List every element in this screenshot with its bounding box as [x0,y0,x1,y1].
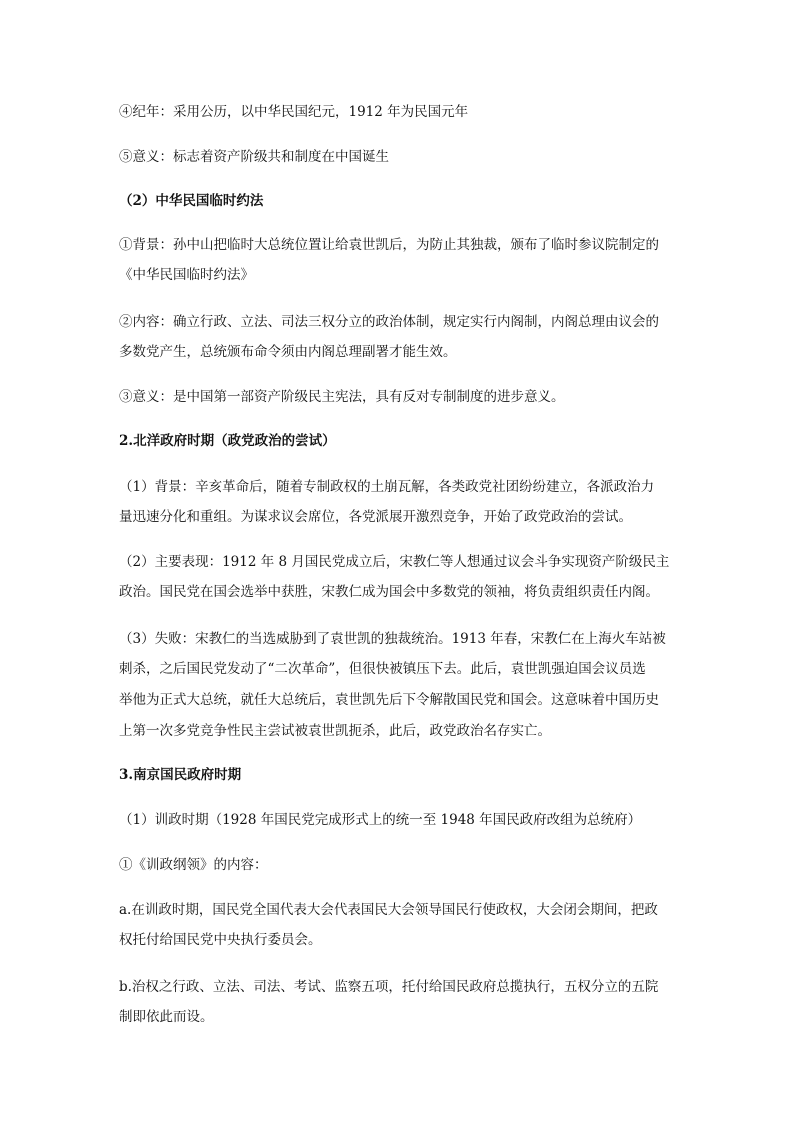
paragraph-line: ①《训政纲领》的内容： [119,857,268,873]
paragraph-line: 政治。国民党在国会选举中获胜，宋教仁成为国会中多数党的领袖，将负责组织责任内阁。 [119,584,659,600]
paragraph-line: b.治权之行政、立法、司法、考试、监察五项，托付给国民政府总揽执行，五权分立的五院 [119,979,659,995]
paragraph-line: 上第一次多党竞争性民主尝试被袁世凯扼杀，此后，政党政治名存实亡。 [119,723,551,739]
paragraph-line: （1）训政时期（1928 年国民党完成形式上的统一至 1948 年国民政府改组为总统府） [119,812,642,828]
paragraph-line: 多数党产生，总统颁布命令须由内阁总理副署才能生效。 [119,344,457,360]
section-heading: 3.南京国民政府时期 [119,767,242,783]
paragraph-line: 举他为正式大总统，就任大总统后，袁世凯先后下令解散国民党和国会。这意味着中国历史 [119,692,659,708]
paragraph-line: 刺杀，之后国民党发动了“二次革命”，但很快被镇压下去。此后，袁世凯强迫国会议员选 [119,661,646,677]
paragraph-line: 量迅速分化和重组。为谋求议会席位，各党派展开激烈竞争，开始了政党政治的尝试。 [119,509,632,525]
paragraph-line: ②内容：确立行政、立法、司法三权分立的政治体制，规定实行内阁制，内阁总理由议会的 [119,314,659,330]
paragraph-line: （1）背景：辛亥革命后，随着专制政权的土崩瓦解，各类政党社团纷纷建立，各派政治力 [119,479,655,495]
paragraph-line: ③意义：是中国第一部资产阶级民主宪法，具有反对专制制度的进步意义。 [119,389,565,405]
paragraph-line: 《中华民国临时约法》 [119,267,254,283]
paragraph-line: ⑤意义：标志着资产阶级共和制度在中国诞生 [119,149,389,165]
paragraph-line: （2）主要表现：1912 年 8 月国民党成立后，宋教仁等人想通过议会斗争实现资产阶级民主 [119,554,670,570]
section-heading: 2.北洋政府时期（政党政治的尝试） [119,433,336,449]
section-heading: （2）中华民国临时约法 [119,193,264,209]
paragraph-line: （3）失败：宋教仁的当选威胁到了袁世凯的独裁统治。1913 年春，宋教仁在上海火车站被 [119,631,666,647]
paragraph-line: ①背景：孙中山把临时大总统位置让给袁世凯后，为防止其独裁，颁布了临时参议院制定的 [119,237,659,253]
paragraph-line: a.在训政时期，国民党全国代表大会代表国民大会领导国民行使政权，大会闭会期间，把政 [119,902,658,918]
paragraph-line: ④纪年：采用公历，以中华民国纪元，1912 年为民国元年 [119,104,469,120]
paragraph-line: 权托付给国民党中央执行委员会。 [119,932,322,948]
paragraph-line: 制即依此而设。 [119,1009,214,1025]
